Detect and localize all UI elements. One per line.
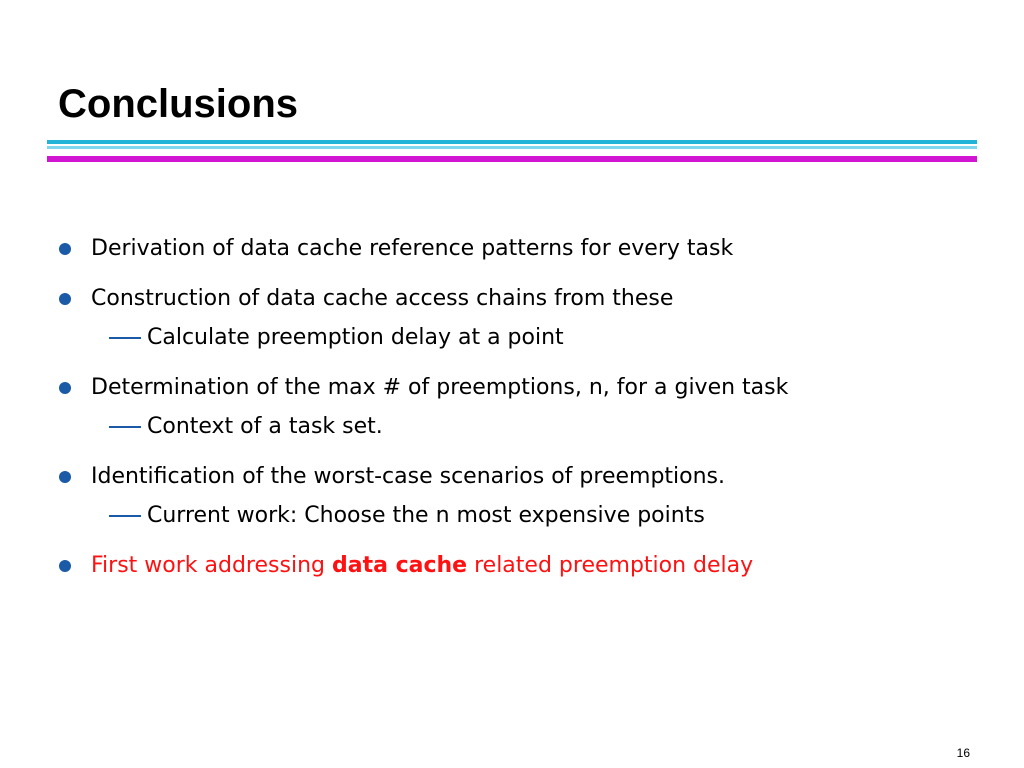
highlight-emphasis: data cache (331, 553, 468, 578)
bullet-dot-icon (59, 382, 71, 394)
sub-bullet-text: Calculate preemption delay at a point (147, 325, 564, 350)
bullet-list (58, 230, 988, 597)
bullet-item-first-work (58, 547, 988, 584)
title-rule-cyan-light (47, 146, 977, 149)
bullet-item-derivation (58, 230, 988, 267)
page-number: 16 (956, 746, 970, 760)
bullet-text: Determination of the max # of preemptions, n, for a given task (91, 375, 789, 400)
bullet-item-determination (58, 369, 988, 445)
title-rule-cyan (47, 140, 977, 144)
bullet-text-highlight (91, 553, 753, 578)
sub-bullet-item (91, 319, 988, 356)
bullet-text: Derivation of data cache reference patterns for every task (91, 236, 734, 261)
bullet-dot-icon (59, 243, 71, 255)
bullet-text: Construction of data cache access chains from these (91, 286, 674, 311)
sub-bullet-text: Current work: Choose the n most expensive points (147, 503, 705, 528)
bullet-item-construction (58, 280, 988, 356)
dash-icon (109, 426, 141, 428)
bullet-dot-icon (59, 560, 71, 572)
slide-title: Conclusions (58, 82, 299, 126)
dash-icon (109, 337, 141, 339)
sub-bullet-text: Context of a task set. (147, 414, 383, 439)
bullet-text: Identification of the worst-case scenarios of preemptions. (91, 464, 726, 489)
highlight-suffix: related preemption delay (467, 553, 754, 578)
bullet-dot-icon (59, 471, 71, 483)
title-rule-magenta (47, 156, 977, 162)
sub-bullet-item (91, 408, 988, 445)
dash-icon (109, 515, 141, 517)
highlight-prefix: First work addressing (91, 553, 332, 578)
bullet-dot-icon (59, 293, 71, 305)
sub-bullet-item (91, 497, 988, 534)
bullet-item-identification (58, 458, 988, 534)
